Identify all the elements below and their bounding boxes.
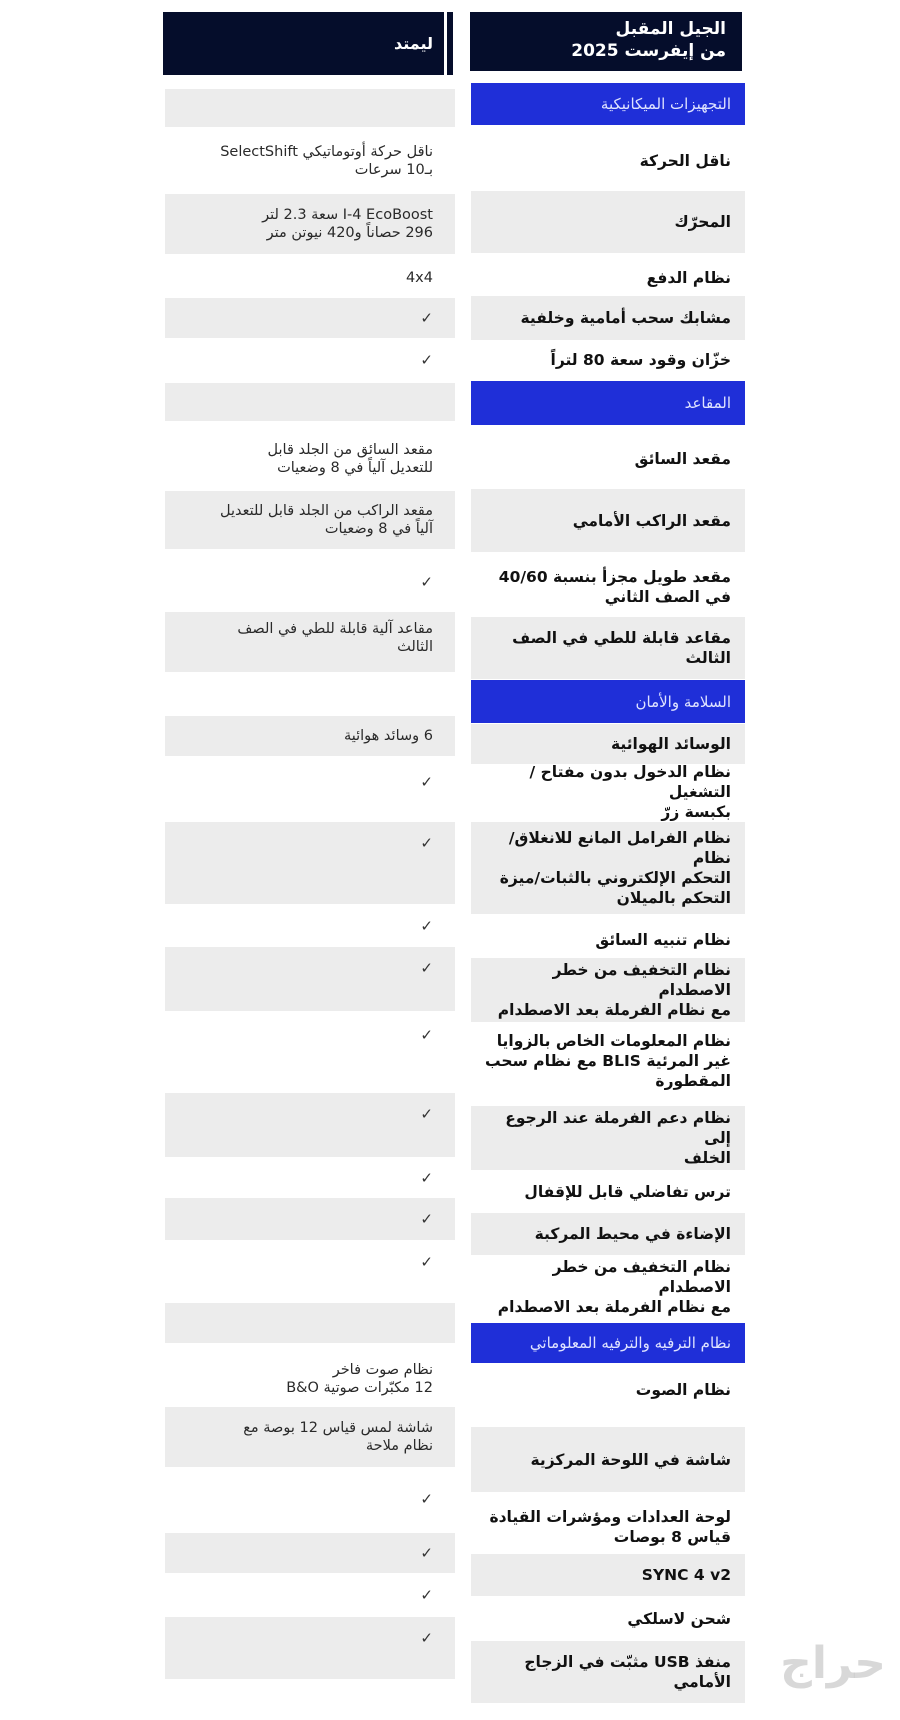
feature-cell [471,1494,745,1560]
checkmark-icon: ✓ [420,573,433,591]
feature-cell [471,489,745,552]
feature-label: نظام الفرامل المانع للانغلاق/نظام التحكم الإلكتروني بالثبات/ميزة التحكم بالميلان [499,829,731,907]
feature-cell [471,296,745,340]
value-cell [165,716,455,756]
feature-cell [471,1357,745,1422]
feature-cell [471,133,745,188]
feature-label: الإضاءة في محيط المركبة [534,1225,731,1243]
feature-cell [471,724,745,764]
value-cell [165,1533,455,1573]
feature-label: الوسائد الهوائية [610,735,731,753]
value-cell [165,1352,455,1406]
feature-cell [471,762,745,821]
value-text: 4x4 [405,270,433,286]
feature-column-header [470,12,742,71]
trim-column-title: ليمتد [393,34,433,53]
checkmark-icon: ✓ [420,309,433,327]
value-cell [165,1198,455,1240]
value-cell [165,491,455,549]
value-cell [165,1093,455,1157]
value-cell [165,194,455,254]
feature-label: نظام الدخول بدون مفتاح /التشغيل بكبسة زرّ [529,762,731,821]
checkmark-icon: ✓ [420,1490,433,1508]
checkmark-icon: ✓ [420,1169,433,1187]
feature-label: نظام التخفيف من خطر الاصطدام مع نظام الفرملة بعد الاصطدام [497,961,731,1019]
value-text: مقعد السائق من الجلد قابل للتعديل آلياً في 8 وضعيات [267,442,433,476]
feature-cell [471,261,745,295]
feature-label: نظام التخفيف من خطر الاصطدام مع نظام الفرملة بعد الاصطدام [497,1258,731,1316]
feature-cell [471,556,745,617]
section-title: نظام الترفيه والترفيه المعلوماتي [529,1334,731,1352]
feature-label: المحرّك [674,213,731,231]
header-divider [444,12,447,75]
value-cell [165,1407,455,1467]
checkmark-icon: ✓ [420,773,433,791]
feature-label: ناقل الحركة [639,151,731,170]
value-text: مقاعد آلية قابلة للطي في الصف الثالث [237,621,433,655]
feature-cell [471,429,745,489]
feature-cell [471,191,745,253]
section-title: المقاعد [684,394,731,412]
value-text: ناقل حركة أوتوماتيكي SelectShift بـ10 سرعات [220,143,433,178]
value-cell [165,947,455,1011]
feature-label: نظام دعم الفرملة عند الرجوع إلى الخلف [505,1109,731,1167]
section-header [471,381,745,425]
feature-label: مقاعد قابلة للطي في الصف الثالث [512,629,731,667]
feature-cell [471,958,745,1022]
feature-label: منفذ USB مثبّت في الزجاج الأمامي [524,1653,731,1691]
value-cell [165,133,455,188]
section-header [471,680,745,723]
feature-label: لوحة العدادات ومؤشرات القيادة قياس 8 بوصات [489,1508,731,1546]
checkmark-icon: ✓ [420,1586,433,1604]
value-cell [165,298,455,338]
feature-label: مشابك سحب أمامية وخلفية [520,309,731,327]
checkmark-icon: ✓ [420,1026,433,1044]
feature-label: نظام الصوت [635,1380,731,1399]
value-cell [165,1303,455,1343]
feature-cell [471,822,745,914]
checkmark-icon: ✓ [420,1253,433,1271]
value-cell [165,383,455,421]
checkmark-icon: ✓ [420,917,433,935]
feature-cell [471,1173,745,1211]
value-cell [165,910,455,942]
feature-label: مقعد الراكب الأمامي [572,511,731,530]
value-cell [165,1575,455,1615]
value-cell [165,1617,455,1679]
value-cell [165,1477,455,1521]
value-cell [165,89,455,127]
feature-cell [471,920,745,960]
feature-cell [471,1599,745,1639]
feature-column-title: الجيل المقبل من إيفرست 2025 [571,19,726,61]
checkmark-icon: ✓ [420,1210,433,1228]
feature-cell [471,1106,745,1170]
checkmark-icon: ✓ [420,1105,433,1123]
trim-column-header [163,12,453,75]
feature-cell [471,1554,745,1596]
watermark-logo: حراج [780,1638,886,1689]
checkmark-icon: ✓ [420,1629,433,1647]
feature-label: شاشة في اللوحة المركزية [530,1450,731,1469]
value-cell [165,261,455,295]
checkmark-icon: ✓ [420,834,433,852]
feature-label: نظام الدفع [646,269,731,287]
value-cell [165,822,455,904]
value-cell [165,678,455,712]
feature-label: خزّان وقود سعة 80 لتراً [550,351,731,369]
value-text: مقعد الراكب من الجلد قابل للتعديل آلياً في 8 وضعيات [220,503,433,537]
value-text: 6 وسائد هوائية [343,728,433,744]
feature-label: SYNC 4 v2 [641,1566,731,1584]
value-cell [165,342,455,378]
value-cell [165,612,455,672]
checkmark-icon: ✓ [420,959,433,977]
value-text: نظام صوت فاخر 12 مكبّرات صوتية B&O [286,1362,433,1396]
feature-label: نظام المعلومات الخاص بالزوايا غير المرئية BLIS مع نظام سحب المقطورة [485,1031,731,1090]
value-cell [165,429,455,489]
feature-cell [471,1213,745,1255]
section-title: التجهيزات الميكانيكية [600,95,731,113]
feature-label: مقعد السائق [634,450,731,468]
value-cell [165,1014,455,1060]
value-cell [165,1242,455,1282]
feature-label: نظام تنبيه السائق [595,931,731,949]
feature-label: شحن لاسلكي [627,1610,731,1628]
feature-cell [471,1257,745,1317]
value-cell [165,556,455,608]
feature-cell [471,1427,745,1492]
checkmark-icon: ✓ [420,1544,433,1562]
feature-cell [471,342,745,378]
value-cell [165,762,455,802]
feature-label: مقعد طويل مجزأ بنسبة 40/60 في الصف الثاني [498,567,731,606]
section-title: السلامة والأمان [635,692,731,711]
checkmark-icon: ✓ [420,351,433,369]
value-cell [165,1160,455,1196]
feature-cell [471,1023,745,1098]
section-header [471,83,745,125]
feature-label: ترس تفاضلي قابل للإقفال [524,1183,731,1201]
value-text: I-4 EcoBoost سعة 2.3 لتر 296 حصاناً و420 نيوتن متر [262,207,433,241]
value-text: شاشة لمس قياس 12 بوصة مع نظام ملاحة [243,1420,433,1454]
feature-cell [471,617,745,679]
